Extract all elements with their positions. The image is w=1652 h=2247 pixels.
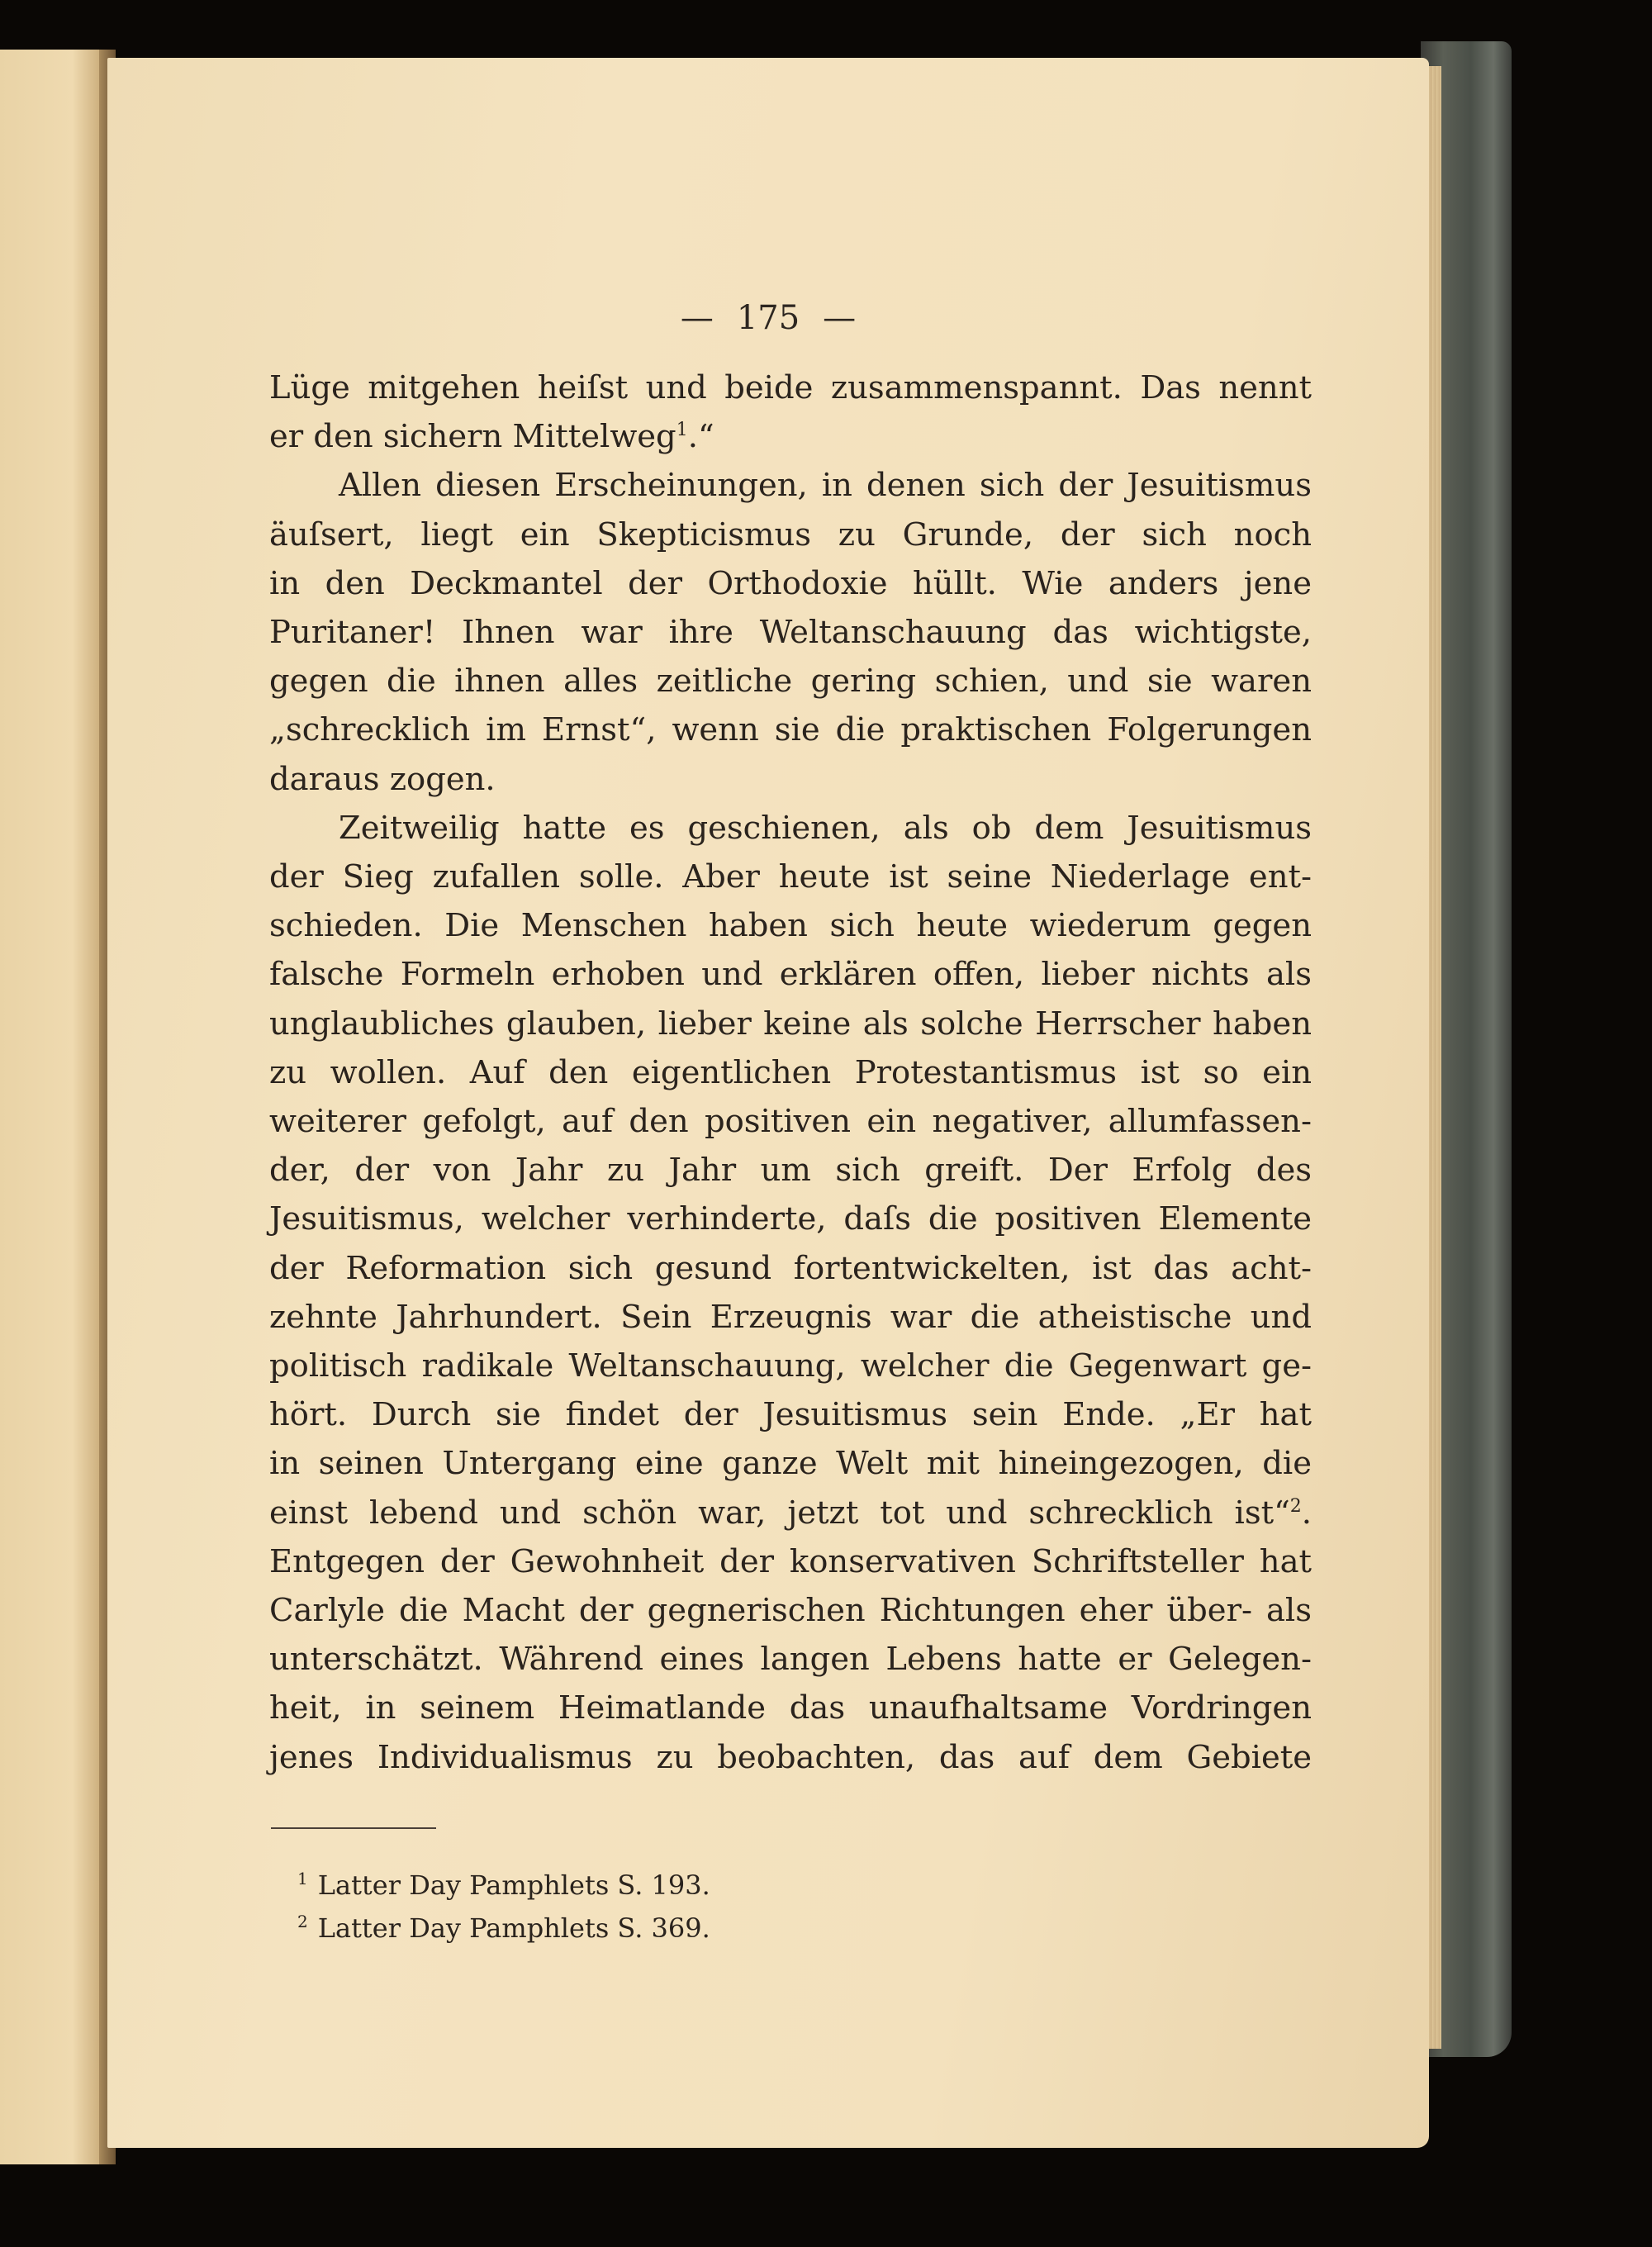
text-line: zu wollen. Auf den eigentlichen Protestantismus ist so ein bbox=[269, 1053, 1312, 1091]
text-line: „schrecklich im Ernst“, wenn sie die praktischen Folgerungen bbox=[269, 711, 1312, 749]
book-page bbox=[107, 58, 1429, 2148]
text-line: Puritaner! Ihnen war ihre Weltanschauung das wichtigste, bbox=[269, 614, 1312, 652]
page-number: 175 bbox=[736, 299, 800, 337]
text-line: schieden. Die Menschen haben sich heute wiederum gegen bbox=[269, 907, 1312, 945]
text-line: unglaubliches glauben, lieber keine als solche Herrscher haben bbox=[269, 1005, 1312, 1043]
text-line: unterschätzt. Während eines langen Lebens hatte er Gelegen- bbox=[269, 1641, 1312, 1679]
footnote-rule bbox=[271, 1827, 436, 1829]
text-line: gegen die ihnen alles zeitliche gering schien, und sie waren bbox=[269, 663, 1312, 701]
text-line: jenes Individualismus zu beobachten, das auf dem Gebiete bbox=[269, 1738, 1312, 1776]
text-line: zehnte Jahrhundert. Sein Erzeugnis war die atheistische und bbox=[269, 1298, 1312, 1336]
text-line: in den Deckmantel der Orthodoxie hüllt. Wie anders jene bbox=[269, 564, 1312, 602]
text-line: hört. Durch sie findet der Jesuitismus sein Ende. „Er hat bbox=[269, 1396, 1312, 1434]
text-line: heit, in seinem Heimatlande das unaufhaltsame Vordringen bbox=[269, 1689, 1312, 1727]
text-line: daraus zogen. bbox=[269, 760, 496, 798]
footnote-mark: 1 bbox=[297, 1869, 308, 1888]
footnote-ref: 1 bbox=[676, 420, 688, 441]
text-line: er den sichern Mittelweg$^1$.“ bbox=[269, 418, 714, 456]
text-line: Carlyle die Macht der gegnerischen Richtungen eher über- als bbox=[269, 1592, 1312, 1630]
footnote-mark: 2 bbox=[297, 1912, 308, 1931]
text-line: äuſsert, liegt ein Skepticismus zu Grunde, der sich noch bbox=[269, 515, 1312, 553]
text-line: der, der von Jahr zu Jahr um sich greift. Der Erfolg des bbox=[269, 1152, 1312, 1190]
body-text bbox=[269, 363, 1312, 1782]
header-dash-right: — bbox=[823, 299, 857, 337]
left-page-edge bbox=[0, 50, 103, 2164]
text-line: falsche Formeln erhoben und erklären offen, lieber nichts als bbox=[269, 956, 1312, 994]
text-line: politisch radikale Weltanschauung, welcher die Gegenwart ge- bbox=[269, 1347, 1312, 1385]
text-line: Zeitweilig hatte es geschienen, als ob dem Jesuitismus bbox=[339, 809, 1312, 847]
text-line: Allen diesen Erscheinungen, in denen sich der Jesuitismus bbox=[339, 467, 1312, 505]
footnote-text: Latter Day Pamphlets S. 369. bbox=[317, 1912, 710, 1944]
text-line: Jesuitismus, welcher verhinderte, daſs die positiven Elemente bbox=[269, 1200, 1312, 1238]
text-line: Entgegen der Gewohnheit der konservativen Schriftsteller hat bbox=[269, 1542, 1312, 1580]
page-header bbox=[107, 299, 1429, 337]
text-line: einst lebend und schön war, jetzt tot und schrecklich ist“$^2$. bbox=[269, 1494, 1312, 1532]
header-dash-left: — bbox=[680, 299, 714, 337]
footnotes bbox=[297, 1864, 710, 1950]
footnote-ref: 2 bbox=[1289, 1495, 1302, 1517]
footnote bbox=[297, 1864, 710, 1907]
text-line: weiterer gefolgt, auf den positiven ein negativer, allumfassen- bbox=[269, 1103, 1312, 1141]
text-line: Lüge mitgehen heiſst und beide zusammenspannt. Das nennt bbox=[269, 369, 1312, 406]
text-line: der Sieg zufallen solle. Aber heute ist seine Niederlage ent- bbox=[269, 858, 1312, 896]
footnote bbox=[297, 1907, 710, 1950]
text-line: der Reformation sich gesund fortentwickelten, ist das acht- bbox=[269, 1249, 1312, 1287]
text-line: in seinen Untergang eine ganze Welt mit hineingezogen, die bbox=[269, 1445, 1312, 1483]
footnote-text: Latter Day Pamphlets S. 193. bbox=[317, 1869, 710, 1901]
